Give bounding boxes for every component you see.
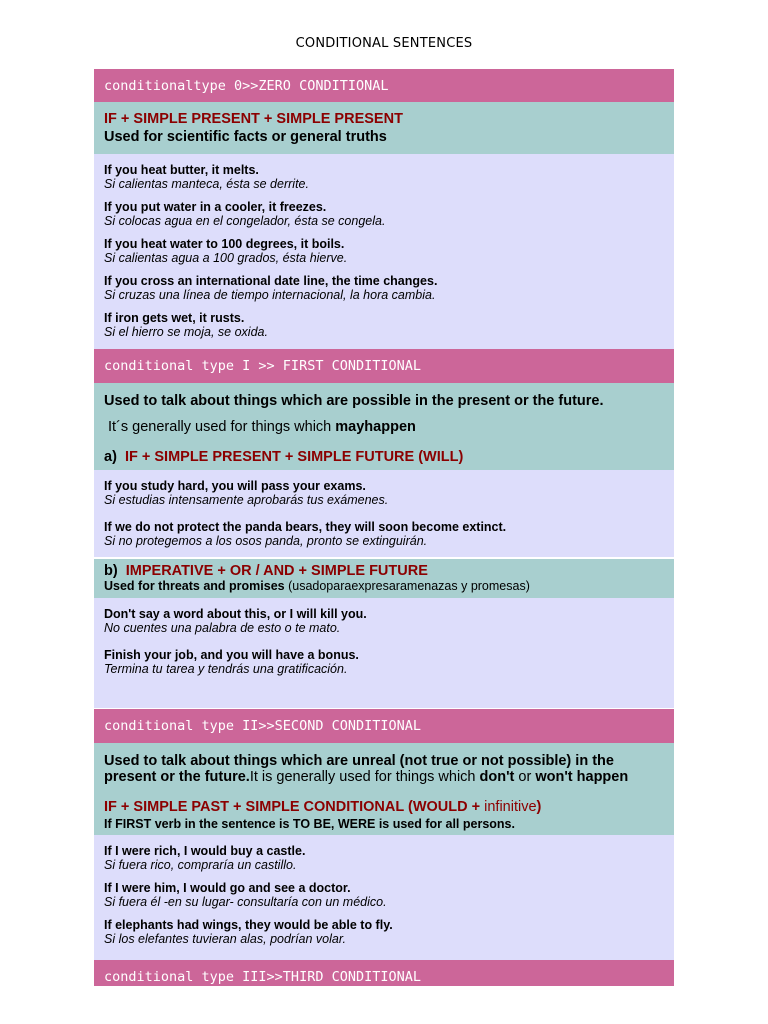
second-conditional-header [94, 709, 674, 743]
example-en: If you put water in a cooler, it freezes. [104, 200, 327, 214]
example-es: Termina tu tarea y tendrás una gratificación. [104, 662, 348, 676]
second-formula-line [104, 799, 666, 815]
zero-examples [94, 154, 674, 349]
first-a-label: a) [104, 449, 117, 465]
second-usage-line2 [104, 769, 666, 785]
first-conditional-header-text: conditional type I >> FIRST CONDITIONAL [104, 358, 421, 374]
example-es: Si calientas manteca, ésta se derrite. [104, 177, 309, 191]
second-usage-or: or [514, 769, 536, 785]
third-conditional-header-text: conditional type III>>THIRD CONDITIONAL [104, 969, 421, 985]
zero-usage: Used for scientific facts or general truths [104, 129, 387, 145]
example-es: No cuentes una palabra de esto o te mato. [104, 621, 341, 635]
example-en: If we do not protect the panda bears, they will soon become extinct. [104, 520, 507, 534]
first-conditional-header [94, 349, 674, 383]
example-en: If you cross an international date line, the time changes. [104, 274, 438, 288]
second-formula-infinitive: infinitive [484, 799, 537, 815]
example-es: Si los elefantes tuvieran alas, podrían volar. [104, 932, 347, 946]
second-formula-end: ) [536, 799, 542, 815]
second-conditional-header-text: conditional type II>>SECOND CONDITIONAL [104, 718, 421, 734]
example-en: If I were him, I would go and see a doctor. [104, 881, 351, 895]
example-en: If you heat water to 100 degrees, it boils. [104, 237, 345, 251]
first-b-label: b) [104, 563, 118, 579]
second-usage-dont: don't [479, 769, 515, 785]
first-b-usage-translation: (usadoparaexpresaramenazas y promesas) [288, 579, 530, 593]
second-conditional-rule [94, 743, 674, 835]
second-note: If FIRST verb in the sentence is TO BE, WERE is used for all persons. [104, 817, 515, 831]
document-title: CONDITIONAL SENTENCES [295, 36, 473, 51]
example-es: Si colocas agua en el congelador, ésta se congela. [104, 214, 386, 228]
zero-formula: IF + SIMPLE PRESENT + SIMPLE PRESENT [104, 111, 403, 127]
first-b-usage [104, 579, 666, 593]
example-en: If you heat butter, it melts. [104, 163, 259, 177]
example-es: Si el hierro se moja, se oxida. [104, 325, 268, 339]
second-usage-wont: won't happen [535, 769, 629, 785]
example-es: Si cruzas una línea de tiempo internacional, la hora cambia. [104, 288, 436, 302]
first-b-examples [94, 598, 674, 708]
example-en: If elephants had wings, they would be able to fly. [104, 918, 393, 932]
zero-conditional-header-text: conditionaltype 0>>ZERO CONDITIONAL [104, 77, 389, 94]
example-es: Si estudias intensamente aprobarás tus exámenes. [104, 493, 389, 507]
zero-conditional-header [94, 69, 674, 102]
example-es: Si fuera rico, compraría un castillo. [104, 858, 297, 872]
first-b-formula-line [104, 563, 666, 579]
first-a-formula-line [104, 449, 666, 465]
first-usage: Used to talk about things which are possible in the present or the future. [104, 393, 604, 409]
first-a-formula: IF + SIMPLE PRESENT + SIMPLE FUTURE (WILL) [124, 449, 464, 465]
example-en: Finish your job, and you will have a bonus. [104, 648, 359, 662]
example-en: If you study hard, you will pass your exams. [104, 479, 366, 493]
example-es: Si fuera él -en su lugar- consultaría con un médico. [104, 895, 387, 909]
first-b-formula: IMPERATIVE + OR / AND + SIMPLE FUTURE [125, 563, 428, 579]
zero-conditional-rule [94, 102, 674, 154]
second-formula: IF + SIMPLE PAST + SIMPLE CONDITIONAL (WOULD + [104, 799, 485, 815]
first-b-rule [94, 559, 674, 598]
second-usage-bold: present or the future. [104, 769, 250, 785]
example-en: Don't say a word about this, or I will kill you. [104, 607, 367, 621]
example-en: If iron gets wet, it rusts. [104, 311, 245, 325]
third-conditional-header [94, 960, 674, 986]
first-note-text: It´s generally used for things which [108, 419, 336, 435]
example-es: Si no protegemos a los osos panda, pronto se extinguirán. [104, 534, 428, 548]
second-usage-mid: It is generally used for things which [249, 769, 480, 785]
first-note-bold: mayhappen [335, 419, 416, 435]
first-a-examples [94, 470, 674, 557]
example-es: Si calientas agua a 100 grados, ésta hierve. [104, 251, 348, 265]
first-b-usage-text: Used for threats and promises [104, 579, 289, 593]
first-conditional-rule [94, 383, 674, 470]
second-examples [94, 835, 674, 960]
second-usage-line1: Used to talk about things which are unreal (not true or not possible) in the [104, 753, 614, 769]
example-en: If I were rich, I would buy a castle. [104, 844, 306, 858]
first-note [108, 419, 666, 435]
